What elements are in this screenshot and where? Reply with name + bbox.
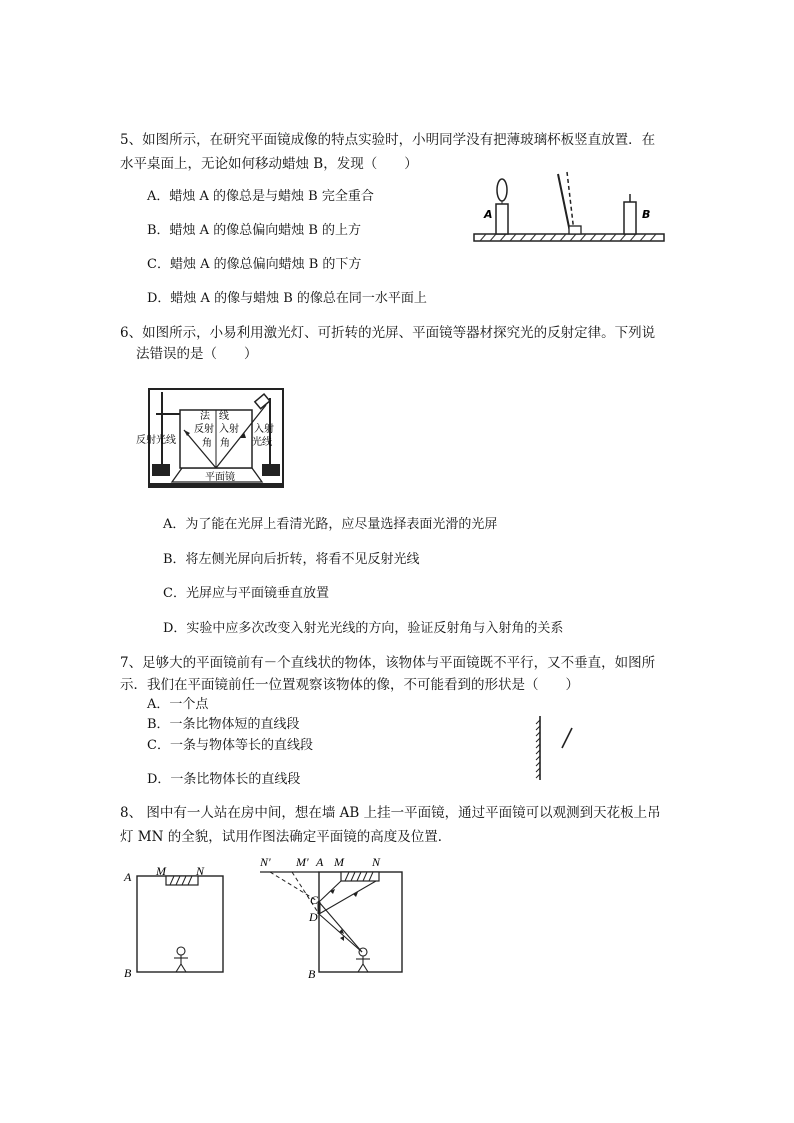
q8-stem-line1: 8、 图中有一人站在房中间，想在墙 AB 上挂一平面镜，通过平面镜可以观测到天花板上吊 xyxy=(120,805,661,821)
refl-angle-label-2: 角 xyxy=(202,438,212,449)
label-m: M xyxy=(156,864,166,878)
q5-option-c: C．蜡烛 A 的像总偏向蜡烛 B 的下方 xyxy=(147,257,362,272)
reflected-ray-label-2: 光线 xyxy=(156,435,176,446)
inc-angle-label-1: 入射 xyxy=(219,424,239,435)
q6-reflection-figure xyxy=(136,388,284,490)
mirror-label: 平面镜 xyxy=(205,472,235,483)
q7-stem-line2: 示．我们在平面镜前任一位置观察该物体的像，不可能看到的形状是（ ） xyxy=(120,677,579,693)
label-a: A xyxy=(316,855,324,869)
inc-angle-label-2: 角 xyxy=(220,438,230,449)
q6-option-d: D．实验中应多次改变入射光光线的方向，验证反射角与入射角的关系 xyxy=(163,621,564,636)
candle-a-flame xyxy=(497,179,507,201)
q8-room-figure xyxy=(120,862,230,982)
q7-option-c: C．一条与物体等长的直线段 xyxy=(147,738,313,753)
q6-option-b: B．将左侧光屏向后折转，将看不见反射光线 xyxy=(163,552,420,567)
q7-stem-line1: 7、足够大的平面镜前有－个直线状的物体，该物体与平面镜既不平行，又不垂直，如图所 xyxy=(120,655,656,671)
label-m: M xyxy=(334,855,344,869)
line-object xyxy=(562,728,572,748)
label-d: D xyxy=(309,910,318,924)
label-n: N xyxy=(196,864,205,878)
q7-option-d: D．一条比物体长的直线段 xyxy=(147,772,301,787)
q5-stem-line1: 5、如图所示，在研究平面镜成像的特点实验时，小明同学没有把薄玻璃杯板竖直放置．在 xyxy=(120,132,656,148)
label-m-prime: M' xyxy=(296,855,309,869)
q5-option-a: A．蜡烛 A 的像总是与蜡烛 B 完全重合 xyxy=(147,189,374,204)
plate-base xyxy=(569,226,581,234)
q5-candle-figure xyxy=(470,168,670,250)
candle-a xyxy=(496,204,508,234)
label-b: B xyxy=(308,967,316,981)
q6-option-c: C．光屏应与平面镜垂直放置 xyxy=(163,586,329,601)
q5-option-b: B．蜡烛 A 的像总偏向蜡烛 B 的上方 xyxy=(147,223,362,238)
normal-label-2: 线 xyxy=(219,411,229,422)
q5-stem-line2: 水平桌面上，无论如何移动蜡烛 B，发现（ ） xyxy=(120,156,418,172)
candle-b xyxy=(624,202,636,234)
reflected-ray-label-1: 反射 xyxy=(136,435,156,446)
q7-option-b: B．一条比物体短的直线段 xyxy=(147,717,300,732)
label-a: A xyxy=(124,870,132,884)
label-c: C xyxy=(310,893,319,907)
q7-option-a: A．一个点 xyxy=(147,697,209,712)
candle-a-label: A xyxy=(484,208,493,221)
refl-angle-label-1: 反射 xyxy=(194,424,214,435)
label-n: N xyxy=(372,855,381,869)
q7-mirror-figure xyxy=(530,714,580,784)
room-outline xyxy=(319,872,402,972)
incident-ray-label-2: 光线 xyxy=(252,437,272,448)
incident-ray-label-1: 入射 xyxy=(254,424,274,435)
q8-solution-figure xyxy=(256,852,416,984)
q6-option-a: A．为了能在光屏上看清光路，应尽量选择表面光滑的光屏 xyxy=(163,517,498,532)
q5-option-d: D．蜡烛 A 的像与蜡烛 B 的像总在同一水平面上 xyxy=(147,291,427,306)
label-n-prime: N' xyxy=(260,855,271,869)
label-b: B xyxy=(124,966,132,980)
q6-stem-line1: 6、如图所示，小易利用激光灯、可折转的光屏、平面镜等器材探究光的反射定律。下列说 xyxy=(120,325,656,341)
q6-stem-line2: 法错误的是（ ） xyxy=(136,346,258,362)
candle-b-label: B xyxy=(642,208,651,221)
normal-label-1: 法 xyxy=(200,411,210,422)
q8-stem-line2: 灯 MN 的全貌，试用作图法确定平面镜的高度及位置． xyxy=(120,829,452,845)
